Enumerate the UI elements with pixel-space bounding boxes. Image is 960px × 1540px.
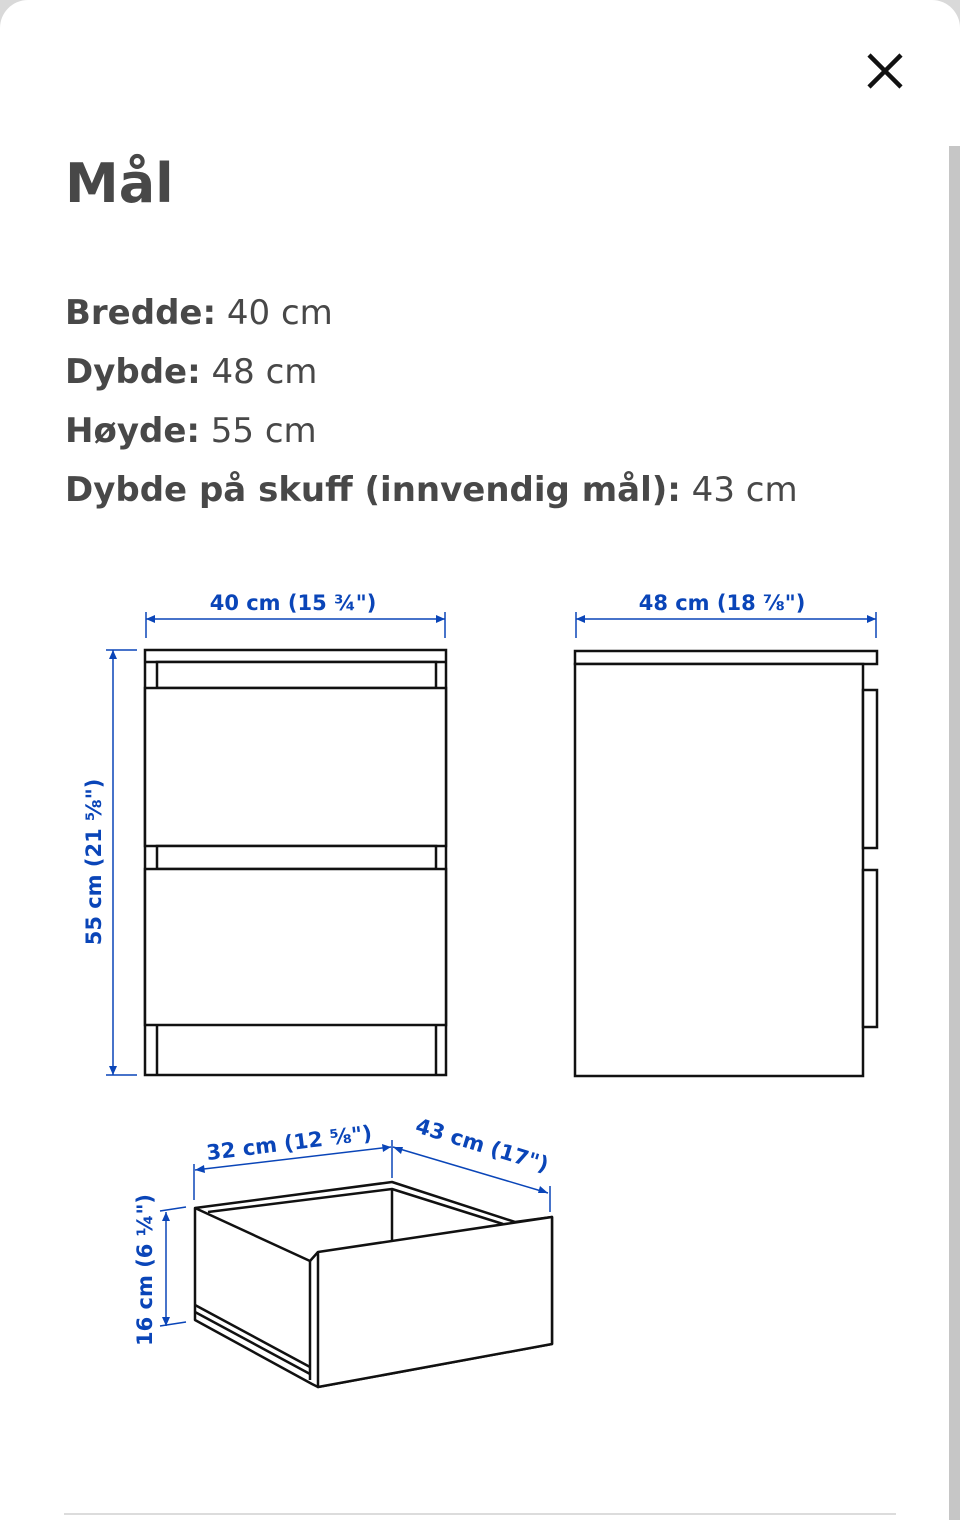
spec-label: Dybde på skuff (innvendig mål): bbox=[65, 470, 681, 510]
scrollbar[interactable] bbox=[949, 146, 960, 1520]
spec-value: 55 cm bbox=[199, 411, 317, 451]
spec-value: 40 cm bbox=[216, 293, 333, 333]
spec-label: Høyde: bbox=[65, 411, 200, 451]
drawer-width-label: 32 cm (12 ⅝") bbox=[205, 1120, 374, 1166]
spec-value: 48 cm bbox=[200, 352, 318, 392]
page-title: Mål bbox=[65, 152, 174, 215]
side-view bbox=[575, 651, 877, 1076]
spec-label: Bredde: bbox=[65, 293, 217, 333]
front-width-label: 40 cm (15 ¾") bbox=[209, 591, 377, 615]
spec-value: 43 cm bbox=[680, 470, 798, 510]
section-divider bbox=[64, 1513, 896, 1515]
side-depth-label: 48 cm (18 ⅞") bbox=[638, 591, 806, 615]
front-view bbox=[145, 650, 446, 1075]
drawer-height-label: 16 cm (6 ¼") bbox=[133, 1194, 157, 1346]
side-dimensions bbox=[576, 612, 876, 638]
front-height-label: 55 cm (21 ⅝") bbox=[82, 778, 106, 946]
spec-label: Dybde: bbox=[65, 352, 201, 392]
drawer-view bbox=[195, 1182, 552, 1387]
drawer-depth-label: 43 cm (17") bbox=[412, 1113, 552, 1177]
